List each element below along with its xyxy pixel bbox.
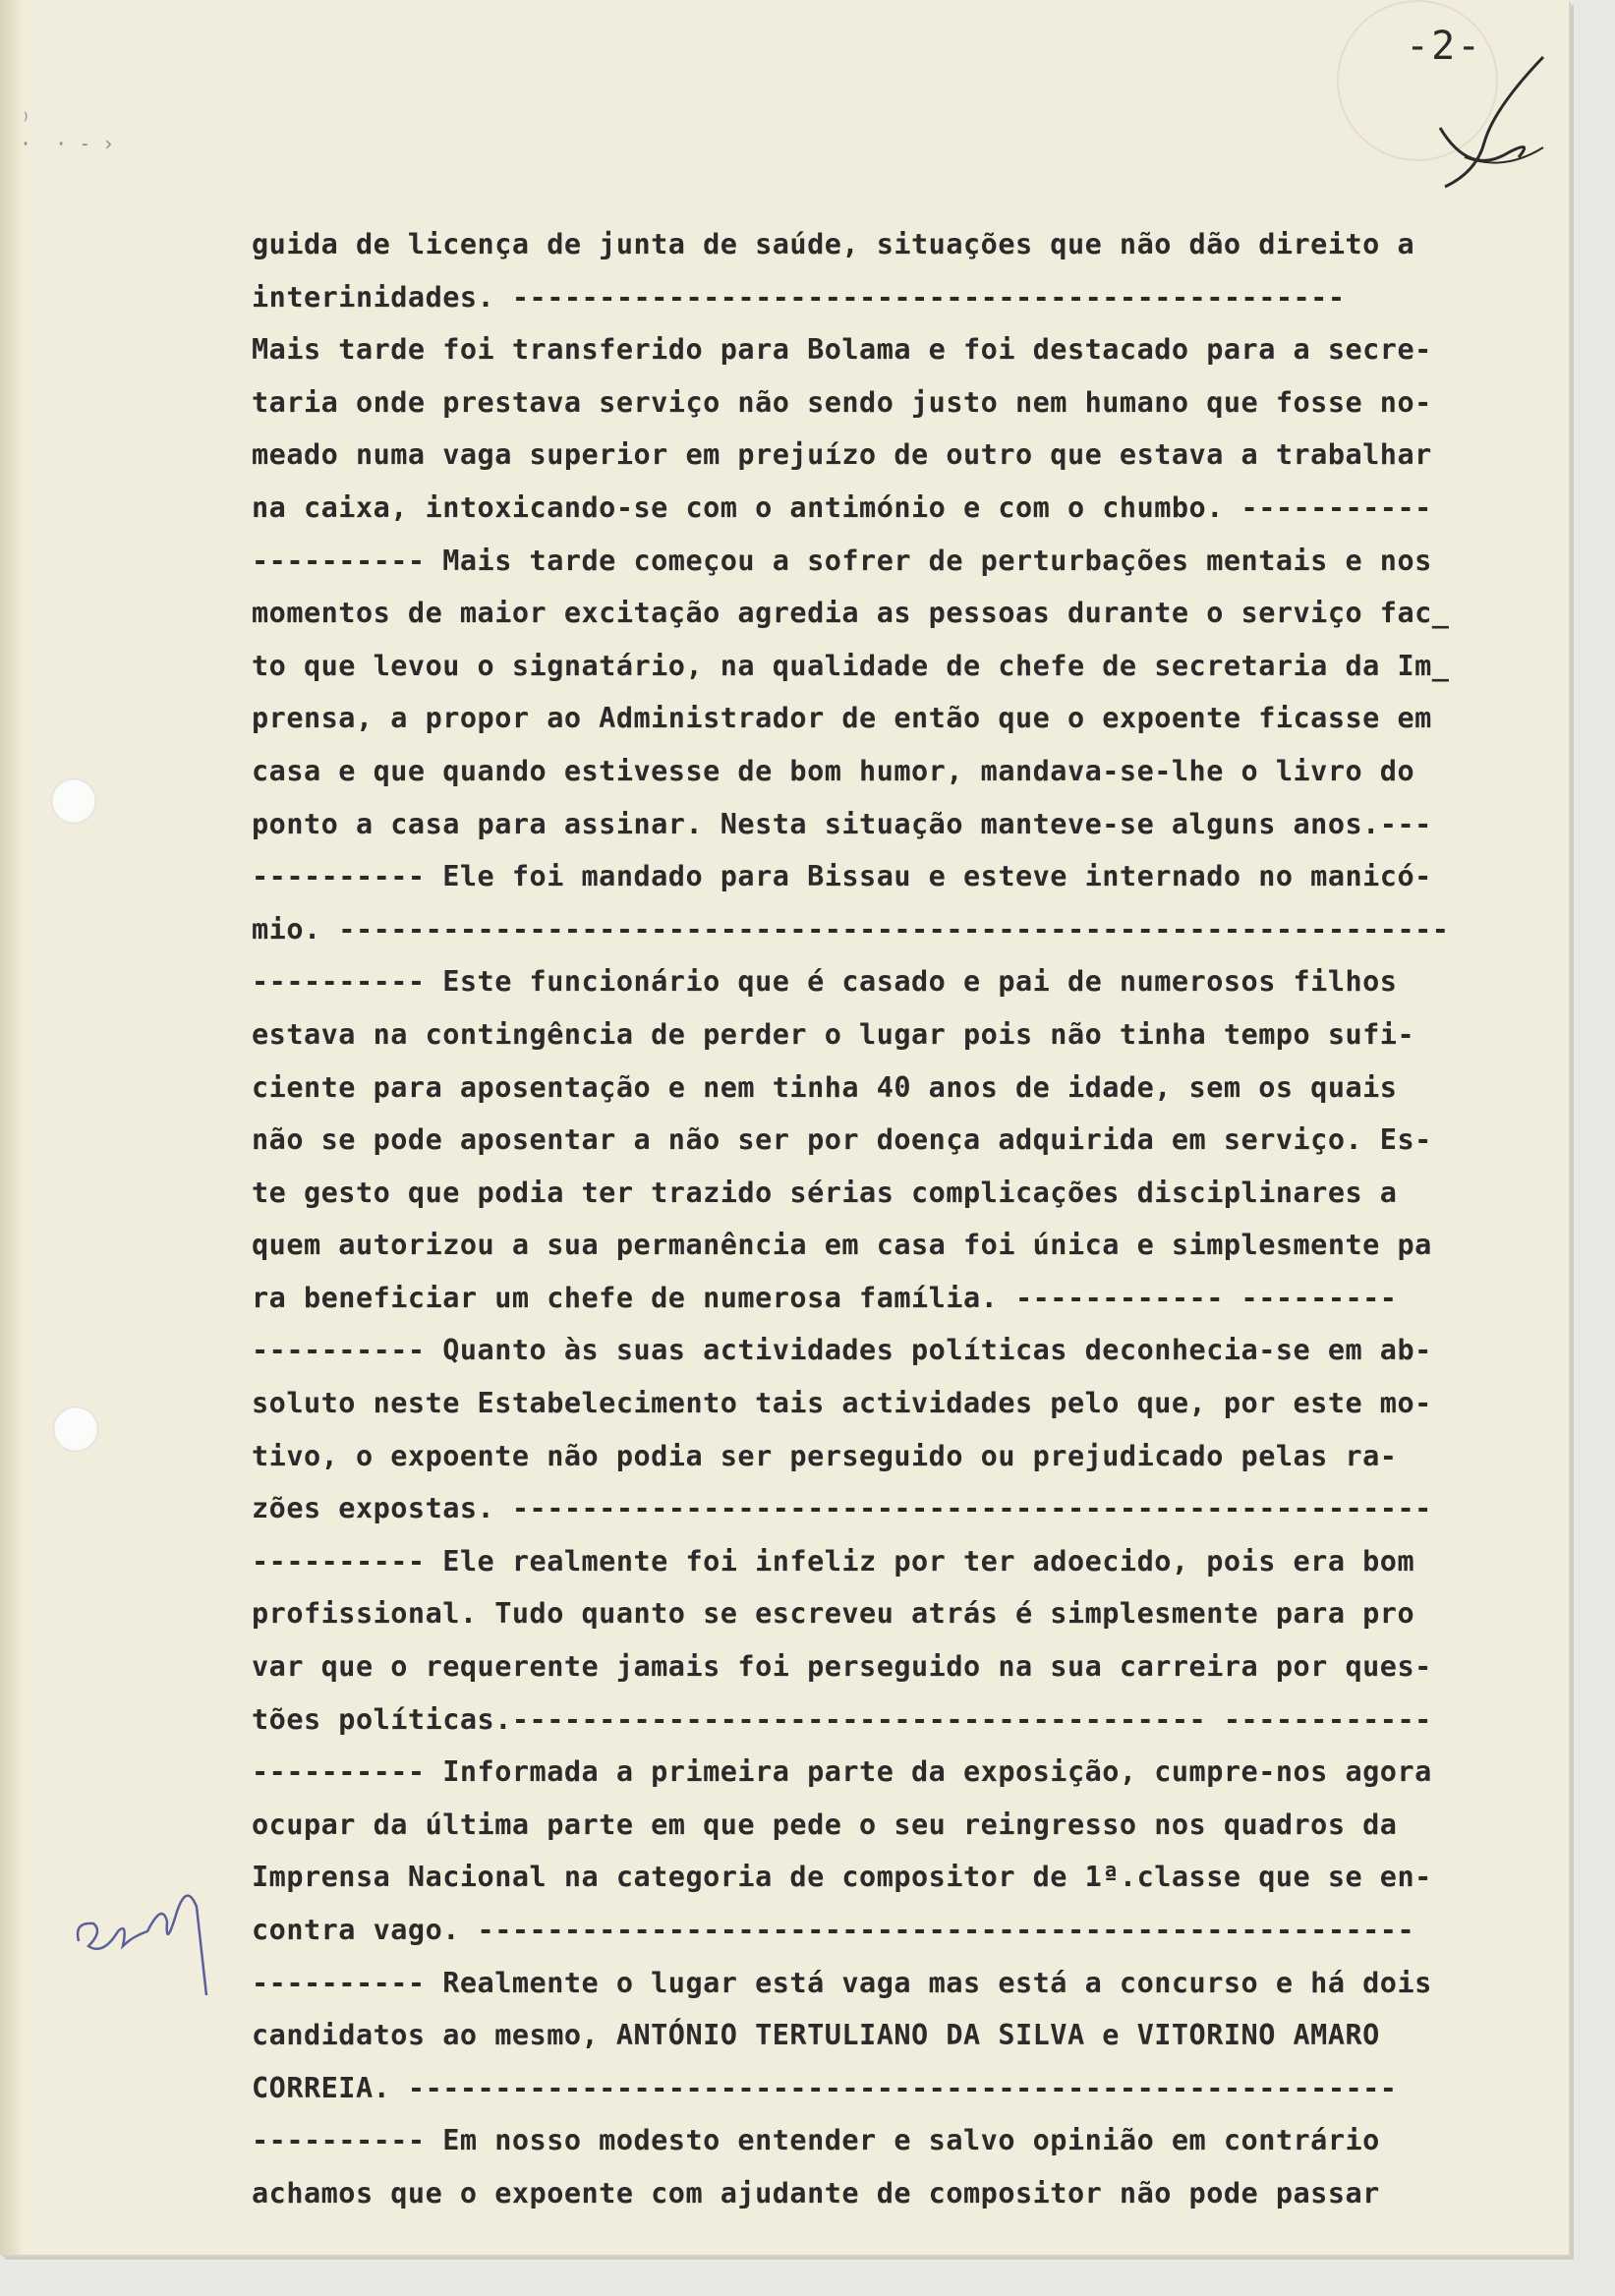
text-line: ---------- Informada a primeira parte da exposição, cumpre-nos agora: [252, 1755, 1432, 1789]
text-line: Imprensa Nacional na categoria de compositor de 1ª.classe que se en-: [252, 1861, 1432, 1894]
text-line: profissional. Tudo quanto se escreveu atrás é simplesmente para pro: [252, 1597, 1415, 1631]
text-line: guida de licença de junta de saúde, situações que não dão direito a: [252, 228, 1415, 260]
text-line: ---------- Realmente o lugar está vaga mas está a concurso e há dois: [252, 1966, 1432, 1999]
text-line: ---------- Ele realmente foi infeliz por ter adoecido, pois era bom: [252, 1544, 1415, 1578]
text-line: ---------- Quanto às suas actividades políticas deconhecia-se em ab-: [252, 1334, 1432, 1367]
page-edge: [0, 0, 22, 2255]
text-line: candidatos ao mesmo, ANTÓNIO TERTULIANO DA SILVA e VITORINO AMARO: [252, 2019, 1380, 2052]
text-line: Mais tarde foi transferido para Bolama e foi destacado para a secre-: [252, 333, 1432, 367]
text-line: tões políticas.---------------------------------------- ------------: [252, 1702, 1432, 1736]
pencil-marks: ⁾ · · - ›: [20, 108, 115, 155]
binder-hole: [51, 778, 96, 824]
text-line: contra vago. ------------------------------------------------------: [252, 1914, 1415, 1946]
text-line: var que o requerente jamais foi perseguido na sua carreira por ques-: [252, 1650, 1432, 1684]
text-line: ocupar da última parte em que pede o seu reingresso nos quadros da: [252, 1808, 1398, 1841]
margin-signature: [69, 1863, 236, 2010]
text-line: prensa, a propor ao Administrador de então que o expoente ficasse em: [252, 702, 1432, 735]
text-line: interinidades. ------------------------------------------------: [252, 280, 1346, 314]
text-line: taria onde prestava serviço não sendo justo nem humano que fosse no-: [252, 385, 1432, 419]
text-line: ponto a casa para assinar. Nesta situação manteve-se alguns anos.---: [252, 807, 1432, 840]
text-line: zões expostas. -----------------------------------------------------: [252, 1492, 1432, 1525]
text-line: ra beneficiar um chefe de numerosa família. ------------ ---------: [252, 1281, 1398, 1314]
text-line: ---------- Mais tarde começou a sofrer de perturbações mentais e nos: [252, 544, 1432, 577]
text-line: mio. ----------------------------------------------------------------: [252, 912, 1450, 946]
handwritten-initials: [1425, 49, 1563, 197]
text-line: ciente para aposentação e nem tinha 40 anos de idade, sem os quais: [252, 1070, 1398, 1104]
text-line: CORREIA. ---------------------------------------------------------: [252, 2071, 1398, 2104]
text-line: quem autorizou a sua permanência em casa foi única e simplesmente pa: [252, 1229, 1432, 1262]
text-line: estava na contingência de perder o lugar pois não tinha tempo sufi-: [252, 1017, 1415, 1051]
text-line: na caixa, intoxicando-se com o antimónio e com o chumbo. -----------: [252, 490, 1432, 524]
text-line: não se pode aposentar a não ser por doença adquirida em serviço. Es-: [252, 1123, 1432, 1157]
text-line: momentos de maior excitação agredia as pessoas durante o serviço fac_: [252, 597, 1450, 630]
text-line: ---------- Em nosso modesto entender e salvo opinião em contrário: [252, 2124, 1380, 2157]
page-number: -2-: [1406, 24, 1483, 69]
binder-hole: [53, 1406, 98, 1452]
typewritten-body: [252, 218, 1569, 2220]
text-line: te gesto que podia ter trazido sérias complicações disciplinares a: [252, 1176, 1398, 1209]
text-line: casa e que quando estivesse de bom humor, mandava-se-lhe o livro do: [252, 754, 1415, 787]
text-line: to que levou o signatário, na qualidade de chefe de secretaria da Im_: [252, 649, 1450, 682]
text-line: ---------- Ele foi mandado para Bissau e esteve internado no manicó-: [252, 860, 1432, 893]
text-line: soluto neste Estabelecimento tais actividades pelo que, por este mo-: [252, 1387, 1432, 1420]
text-line: ---------- Este funcionário que é casado e pai de numerosos filhos: [252, 965, 1398, 999]
text-line: tivo, o expoente não podia ser perseguido ou prejudicado pelas ra-: [252, 1439, 1398, 1472]
text-line: meado numa vaga superior em prejuízo de outro que estava a trabalhar: [252, 438, 1432, 472]
text-line: achamos que o expoente com ajudante de compositor não pode passar: [252, 2176, 1380, 2210]
